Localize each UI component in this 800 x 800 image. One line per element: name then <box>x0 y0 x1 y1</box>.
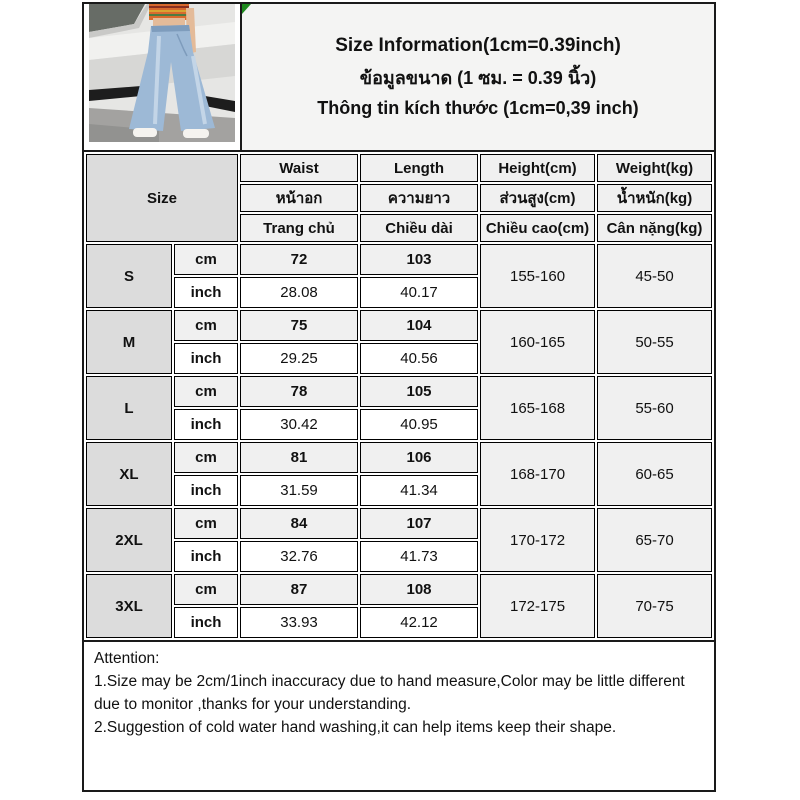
length-inch: 42.12 <box>360 607 478 638</box>
unit-inch: inch <box>174 475 238 506</box>
length-inch: 40.56 <box>360 343 478 374</box>
waist-inch: 33.93 <box>240 607 358 638</box>
title-english: Size Information(1cm=0.39inch) <box>335 35 621 56</box>
size-header-cell: Size <box>86 154 238 242</box>
length-inch: 41.34 <box>360 475 478 506</box>
col-weight-th: น้ำหนัก(kg) <box>597 184 712 212</box>
table-row <box>86 376 712 407</box>
size-chart-sheet <box>82 2 716 792</box>
waist-inch: 28.08 <box>240 277 358 308</box>
weight-range: 65-70 <box>597 508 712 572</box>
waist-cm: 78 <box>240 376 358 407</box>
unit-inch: inch <box>174 541 238 572</box>
unit-cm: cm <box>174 442 238 473</box>
shoe-left <box>133 128 157 137</box>
product-photo-cell <box>84 4 242 150</box>
attention-note-2: 2.Suggestion of cold water hand washing,it can help items keep their shape. <box>94 719 617 736</box>
waist-inch: 30.42 <box>240 409 358 440</box>
size-label: XL <box>86 442 172 506</box>
col-weight-en: Weight(kg) <box>597 154 712 182</box>
waist-cm: 75 <box>240 310 358 341</box>
title-cell <box>242 4 714 150</box>
unit-cm: cm <box>174 244 238 275</box>
unit-inch: inch <box>174 343 238 374</box>
size-label: 3XL <box>86 574 172 638</box>
waist-cm: 84 <box>240 508 358 539</box>
size-label: 2XL <box>86 508 172 572</box>
waist-inch: 29.25 <box>240 343 358 374</box>
height-range: 172-175 <box>480 574 595 638</box>
length-cm: 108 <box>360 574 478 605</box>
waist-cm: 72 <box>240 244 358 275</box>
table-row <box>86 244 712 275</box>
table-row <box>86 442 712 473</box>
table-row <box>86 310 712 341</box>
attention-heading: Attention: <box>94 650 160 667</box>
attention-section <box>84 640 714 790</box>
unit-cm: cm <box>174 310 238 341</box>
unit-cm: cm <box>174 574 238 605</box>
unit-inch: inch <box>174 607 238 638</box>
green-corner-flag-icon <box>242 4 251 14</box>
length-inch: 40.17 <box>360 277 478 308</box>
waist-cm: 81 <box>240 442 358 473</box>
weight-range: 70-75 <box>597 574 712 638</box>
height-range: 170-172 <box>480 508 595 572</box>
weight-range: 45-50 <box>597 244 712 308</box>
waist-cm: 87 <box>240 574 358 605</box>
length-cm: 106 <box>360 442 478 473</box>
unit-cm: cm <box>174 376 238 407</box>
length-cm: 105 <box>360 376 478 407</box>
size-label: L <box>86 376 172 440</box>
col-waist-th: หน้าอก <box>240 184 358 212</box>
height-range: 165-168 <box>480 376 595 440</box>
length-cm: 107 <box>360 508 478 539</box>
col-length-vi: Chiều dài <box>360 214 478 242</box>
unit-inch: inch <box>174 277 238 308</box>
waist-inch: 31.59 <box>240 475 358 506</box>
col-waist-vi: Trang chủ <box>240 214 358 242</box>
shoe-right <box>183 129 209 138</box>
col-height-vi: Chiều cao(cm) <box>480 214 595 242</box>
height-range: 160-165 <box>480 310 595 374</box>
unit-inch: inch <box>174 409 238 440</box>
size-table <box>84 152 714 640</box>
height-range: 168-170 <box>480 442 595 506</box>
col-length-th: ความยาว <box>360 184 478 212</box>
title-vietnamese: Thông tin kích thước (1cm=0,39 inch) <box>317 98 639 118</box>
size-label: S <box>86 244 172 308</box>
product-photo <box>89 4 235 142</box>
jeans-waistband <box>151 25 190 32</box>
unit-cm: cm <box>174 508 238 539</box>
weight-range: 55-60 <box>597 376 712 440</box>
waist-inch: 32.76 <box>240 541 358 572</box>
col-waist-en: Waist <box>240 154 358 182</box>
length-inch: 41.73 <box>360 541 478 572</box>
attention-note-1: 1.Size may be 2cm/1inch inaccuracy due to hand measure,Color may be little different due to monitor ,thanks for your understanding. <box>94 673 685 713</box>
size-table-wrap <box>84 152 714 640</box>
col-length-en: Length <box>360 154 478 182</box>
table-row <box>86 508 712 539</box>
height-range: 155-160 <box>480 244 595 308</box>
length-inch: 40.95 <box>360 409 478 440</box>
table-row <box>86 574 712 605</box>
length-cm: 103 <box>360 244 478 275</box>
weight-range: 50-55 <box>597 310 712 374</box>
col-height-th: ส่วนสูง(cm) <box>480 184 595 212</box>
size-label: M <box>86 310 172 374</box>
col-height-en: Height(cm) <box>480 154 595 182</box>
col-weight-vi: Cân nặng(kg) <box>597 214 712 242</box>
length-cm: 104 <box>360 310 478 341</box>
weight-range: 60-65 <box>597 442 712 506</box>
title-thai: ข้อมูลขนาด (1 ซม. = 0.39 นิ้ว) <box>359 68 597 88</box>
top-row <box>84 4 714 152</box>
